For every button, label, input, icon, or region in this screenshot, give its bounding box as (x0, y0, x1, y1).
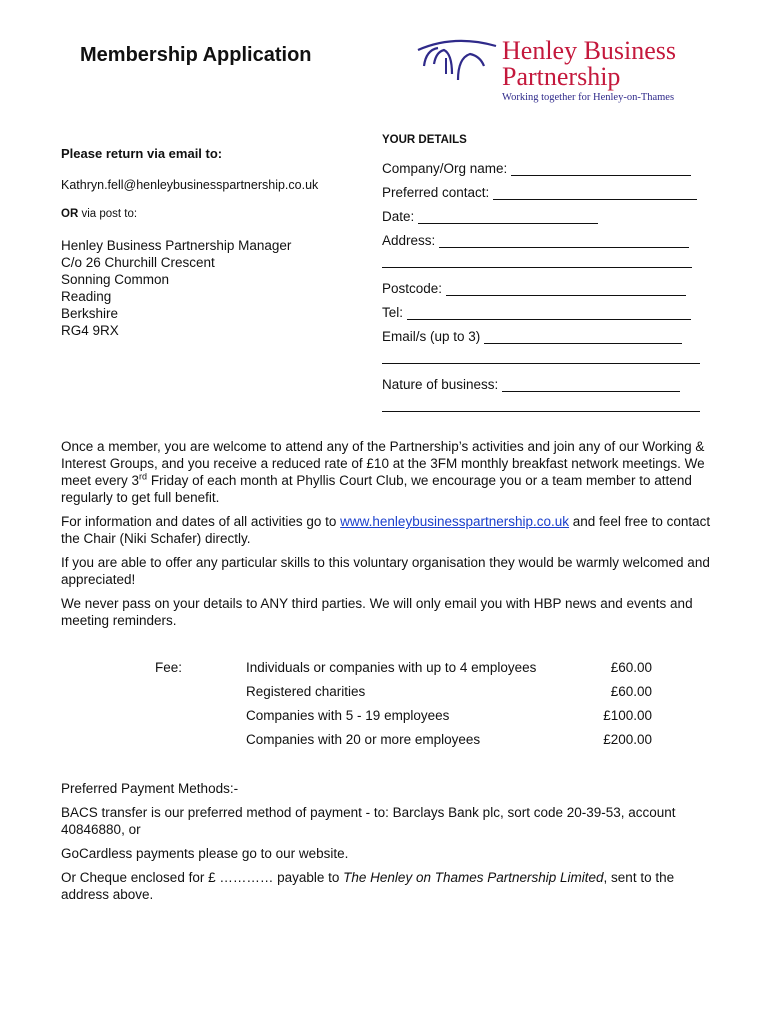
postcode-field[interactable] (382, 272, 722, 296)
address-line-1[interactable] (439, 232, 689, 248)
contact-line[interactable] (493, 184, 697, 200)
tel-field[interactable] (382, 296, 722, 320)
hbp-logo (414, 34, 714, 106)
email-line-2[interactable] (382, 362, 700, 364)
address-line: Berkshire (61, 306, 119, 321)
address-line-2[interactable] (382, 266, 692, 268)
contact-field[interactable] (382, 176, 722, 200)
website-link[interactable]: www.henleybusinesspartnership.co.uk (340, 514, 570, 529)
email-label: Email/s (up to 3) (382, 329, 481, 344)
address-line: Reading (61, 289, 112, 304)
bacs-paragraph: BACS transfer is our preferred method of payment - to: Barclays Bank plc, sort code 20-39-53, account 40846880, or (61, 805, 676, 837)
company-field[interactable] (382, 152, 722, 176)
skills-paragraph: If you are able to offer any particular skills to this voluntary organisation they would be warmly welcomed and appreciated! (61, 555, 710, 587)
logo-name-line2: Partnership (502, 62, 621, 91)
nature-line-1[interactable] (502, 376, 680, 392)
postcode-line[interactable] (446, 280, 686, 296)
fee-price: £100.00 (603, 708, 652, 723)
tel-label: Tel: (382, 305, 404, 320)
nature-field[interactable] (382, 368, 722, 392)
date-field[interactable] (382, 200, 722, 224)
website-paragraph: For information and dates of all activities go to www.henleybusinesspartnership.co.uk and feel free to contact the Chair (Niki Schafer) directly. (61, 514, 711, 546)
page-title: Membership Application (80, 44, 312, 66)
logo-name-line1: Henley Business (502, 36, 677, 65)
bridge-logo-icon (414, 36, 498, 96)
contact-label: Preferred contact: (382, 185, 490, 200)
fee-desc: Companies with 20 or more employees (246, 732, 481, 747)
post-label (61, 208, 361, 220)
postal-address (61, 237, 361, 339)
or-text: via post to: (81, 208, 138, 220)
logo-tagline: Working together for Henley-on-Thames (502, 92, 675, 103)
membership-paragraph: Once a member, you are welcome to attend any of the Partnership’s activities and join any of our Working & Interest Groups, and you receive a reduced rate of £10 at the 3FM monthly breakfast network meetings. We meet every 3rd Friday of each month at Phyllis Court Club, we encourage you or a team member to attend regularly to get full benefit. (61, 439, 705, 505)
address-label: Address: (382, 233, 436, 248)
cheque-paragraph: Or Cheque enclosed for £ ………… payable to The Henley on Thames Partnership Limited, sent to the address above. (61, 870, 675, 902)
return-email: Kathryn.fell@henleybusinesspartnership.co.uk (61, 178, 319, 192)
fee-desc: Companies with 5 - 19 employees (246, 708, 450, 723)
address-line: Sonning Common (61, 272, 170, 287)
or-label: OR (61, 208, 79, 220)
fee-price: £60.00 (610, 660, 652, 675)
address-line: Henley Business Partnership Manager (61, 238, 292, 253)
email-field[interactable] (382, 320, 722, 344)
info-section (61, 438, 721, 636)
nature-line-2[interactable] (382, 410, 700, 412)
fee-desc: Individuals or companies with up to 4 employees (246, 660, 537, 675)
gocardless-paragraph: GoCardless payments please go to our website. (61, 846, 349, 861)
company-label: Company/Org name: (382, 161, 508, 176)
fee-label: Fee: (155, 660, 183, 675)
payment-heading: Preferred Payment Methods:- (61, 781, 239, 796)
date-label: Date: (382, 209, 415, 224)
tel-line[interactable] (407, 304, 691, 320)
address-field[interactable] (382, 224, 722, 248)
email-line-1[interactable] (484, 328, 682, 344)
date-line[interactable] (418, 208, 598, 224)
details-heading: YOUR DETAILS (382, 134, 467, 146)
return-heading: Please return via email to: (61, 146, 223, 161)
fee-price: £60.00 (610, 684, 652, 699)
nature-label: Nature of business: (382, 377, 499, 392)
fee-desc: Registered charities (246, 684, 366, 699)
privacy-paragraph: We never pass on your details to ANY third parties. We will only email you with HBP news and events and meeting reminders. (61, 596, 693, 628)
fee-price: £200.00 (603, 732, 652, 747)
payment-section (61, 780, 721, 910)
postcode-label: Postcode: (382, 281, 443, 296)
address-line: C/o 26 Churchill Crescent (61, 255, 215, 270)
company-line[interactable] (511, 160, 691, 176)
address-line: RG4 9RX (61, 323, 119, 338)
